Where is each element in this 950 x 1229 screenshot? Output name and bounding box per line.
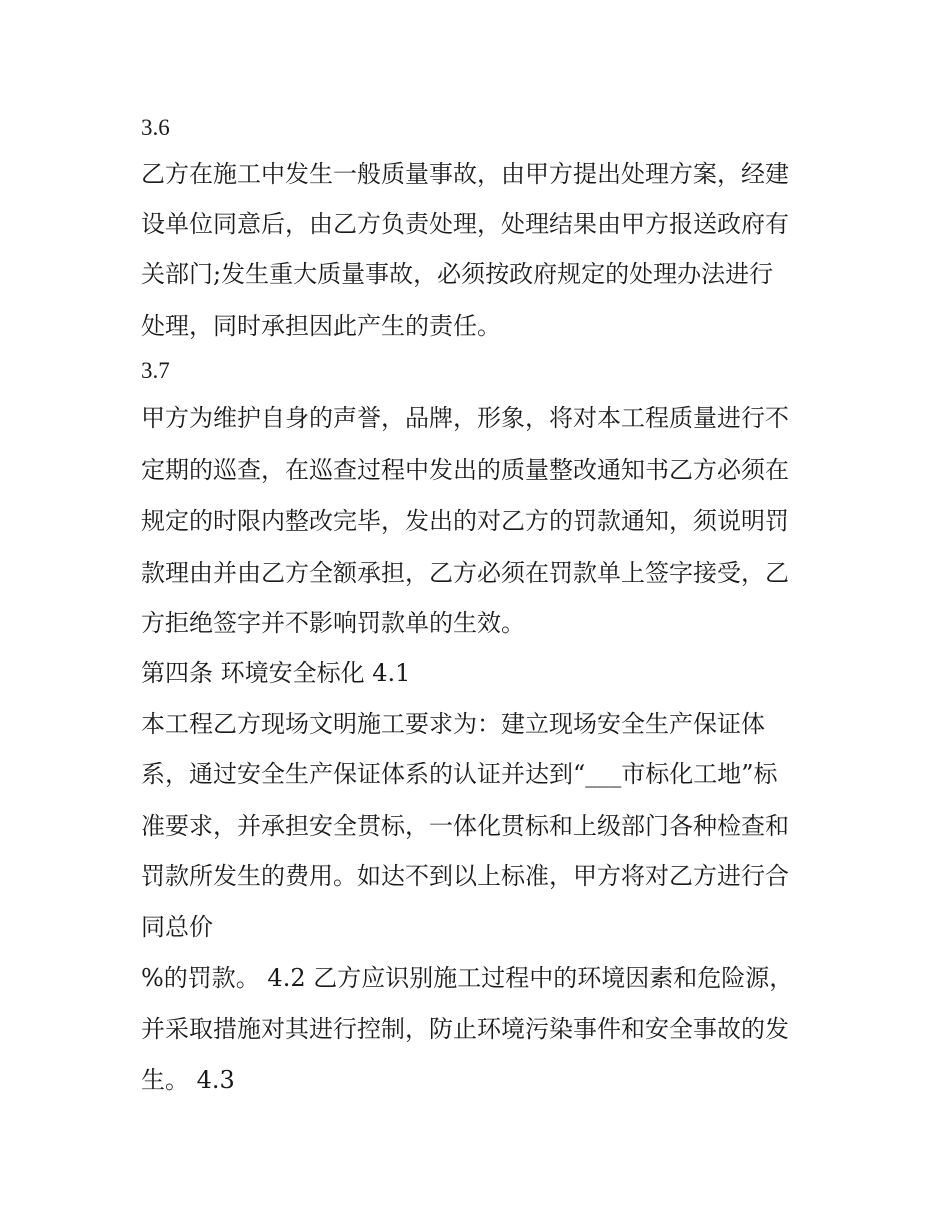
paragraph-line: 本工程乙方现场文明施工要求为：建立现场安全生产保证体: [141, 710, 765, 738]
paragraph-line: 系，通过安全生产保证体系的认证并达到“___市标化工地”标: [141, 760, 778, 788]
paragraph-line: 款理由并由乙方全额承担，乙方必须在罚款单上签字接受，乙: [141, 559, 789, 587]
paragraph-line: 设单位同意后，由乙方负责处理，处理结果由甲方报送政府有: [141, 210, 789, 238]
paragraph-line: 规定的时限内整改完毕，发出的对乙方的罚款通知，须说明罚: [141, 507, 789, 535]
section-number-3-6: 3.6: [141, 115, 170, 140]
paragraph-line: 关部门;发生重大质量事故，必须按政府规定的处理办法进行: [141, 260, 774, 288]
paragraph-line: 准要求，并承担安全贯标，一体化贯标和上级部门各种检查和: [141, 812, 789, 840]
paragraph-line: 罚款所发生的费用。如达不到以上标准，甲方将对乙方进行合: [141, 862, 789, 890]
paragraph-line: 并采取措施对其进行控制，防止环境污染事件和安全事故的发: [141, 1015, 789, 1043]
paragraph-line: 同总价: [141, 913, 213, 941]
paragraph-line: 处理，同时承担因此产生的责任。: [141, 312, 501, 340]
article-heading: 第四条 环境安全标化 4.1: [141, 659, 411, 687]
section-number-3-7: 3.7: [141, 358, 170, 383]
paragraph-line: 方拒绝签字并不影响罚款单的生效。: [141, 609, 525, 637]
paragraph-line: 乙方在施工中发生一般质量事故，由甲方提出处理方案，经建: [141, 160, 789, 188]
paragraph-line: %的罚款。 4.2 乙方应识别施工过程中的环境因素和危险源，: [141, 964, 794, 992]
paragraph-line: 生。 4.3: [141, 1066, 235, 1094]
paragraph-line: 定期的巡查，在巡查过程中发出的质量整改通知书乙方必须在: [141, 456, 789, 484]
paragraph-line: 甲方为维护自身的声誉，品牌，形象，将对本工程质量进行不: [141, 404, 789, 432]
